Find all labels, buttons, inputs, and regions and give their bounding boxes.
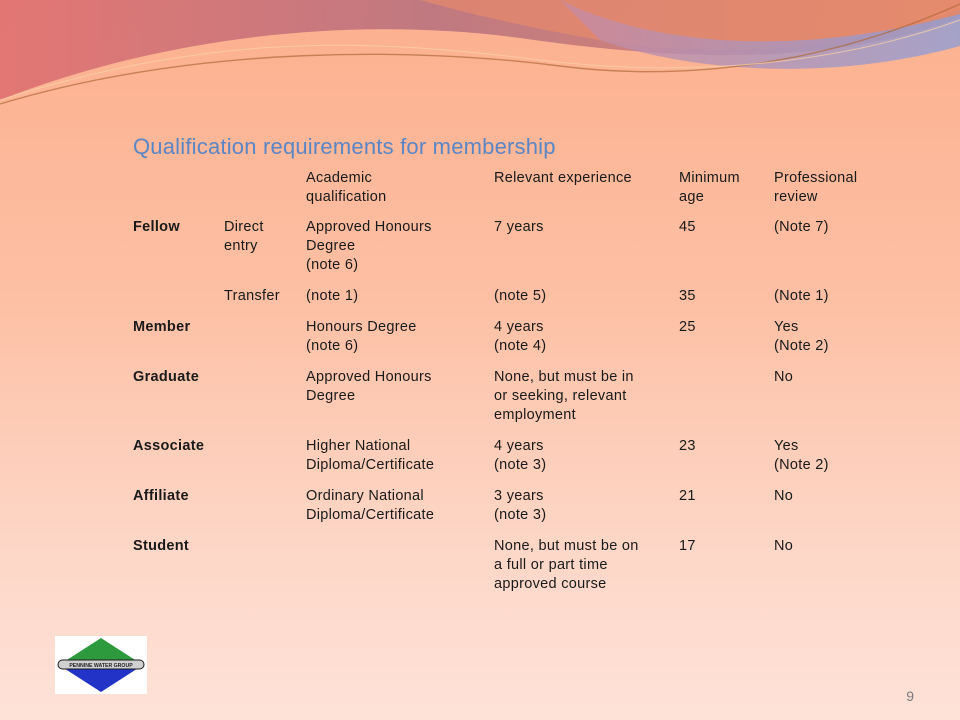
cell-relevant-experience: None, but must be on a full or part time approved course xyxy=(494,538,639,592)
table-row xyxy=(129,287,888,318)
table-row xyxy=(129,318,888,368)
membership-requirements-table xyxy=(129,169,888,606)
cell-relevant-experience: 3 years (note 3) xyxy=(494,488,547,523)
cell-route xyxy=(220,437,302,487)
cell-route xyxy=(220,537,302,606)
page-number: 9 xyxy=(906,688,914,704)
pennine-water-group-logo xyxy=(55,636,147,694)
header-minimum-age: Minimum age xyxy=(679,170,740,205)
cell-academic-qualification: Higher National Diploma/Certificate xyxy=(306,438,435,473)
cell-relevant-experience: (note 5) xyxy=(494,288,547,304)
header-wave-decoration xyxy=(0,0,960,120)
cell-route: Direct entry xyxy=(224,219,264,254)
header-academic-qualification: Academic qualification xyxy=(306,170,387,205)
cell-professional-review: Yes (Note 2) xyxy=(774,319,829,354)
cell-professional-review: No xyxy=(774,538,794,554)
cell-grade: Student xyxy=(133,538,190,554)
table-header-row xyxy=(129,169,888,218)
cell-professional-review: Yes (Note 2) xyxy=(774,438,829,473)
cell-minimum-age: 23 xyxy=(679,438,696,454)
cell-grade: Associate xyxy=(133,438,205,454)
header-grade xyxy=(129,169,220,218)
cell-minimum-age: 17 xyxy=(679,538,696,554)
cell-academic-qualification: Honours Degree (note 6) xyxy=(306,319,417,354)
cell-professional-review: No xyxy=(774,369,794,385)
cell-relevant-experience: 4 years (note 4) xyxy=(494,319,547,354)
cell-route xyxy=(220,368,302,437)
cell-relevant-experience: 4 years (note 3) xyxy=(494,438,547,473)
header-relevant-experience: Relevant experience xyxy=(494,170,632,186)
table-row xyxy=(129,487,888,537)
cell-academic-qualification: Approved Honours Degree xyxy=(306,369,432,404)
cell-academic-qualification: Approved Honours Degree (note 6) xyxy=(306,219,432,273)
cell-route: Transfer xyxy=(224,288,280,304)
cell-grade: Affiliate xyxy=(133,488,189,504)
table-row xyxy=(129,537,888,606)
cell-minimum-age: 25 xyxy=(679,319,696,335)
cell-minimum-age: 35 xyxy=(679,288,696,304)
cell-route xyxy=(220,487,302,537)
header-route xyxy=(220,169,302,218)
cell-grade xyxy=(129,287,220,318)
logo-text: PENNINE WATER GROUP xyxy=(69,663,133,669)
cell-professional-review: (Note 1) xyxy=(774,288,829,304)
table-row xyxy=(129,368,888,437)
slide-title: Qualification requirements for membership xyxy=(133,134,556,159)
cell-grade: Member xyxy=(133,319,191,335)
cell-professional-review: No xyxy=(774,488,794,504)
cell-grade: Fellow xyxy=(133,219,180,235)
cell-route xyxy=(220,318,302,368)
cell-grade: Graduate xyxy=(133,369,200,385)
cell-minimum-age xyxy=(675,368,770,437)
table-row xyxy=(129,218,888,287)
table-body xyxy=(129,218,888,606)
cell-academic-qualification xyxy=(302,537,490,606)
cell-minimum-age: 21 xyxy=(679,488,696,504)
cell-relevant-experience: None, but must be in or seeking, relevant employment xyxy=(494,369,634,423)
cell-academic-qualification: Ordinary National Diploma/Certificate xyxy=(306,488,435,523)
cell-relevant-experience: 7 years xyxy=(494,219,544,235)
cell-minimum-age: 45 xyxy=(679,219,696,235)
logo-diamond-icon xyxy=(55,636,147,694)
table-row xyxy=(129,437,888,487)
cell-academic-qualification: (note 1) xyxy=(306,288,359,304)
cell-professional-review: (Note 7) xyxy=(774,219,829,235)
header-professional-review: Professional review xyxy=(774,170,858,205)
